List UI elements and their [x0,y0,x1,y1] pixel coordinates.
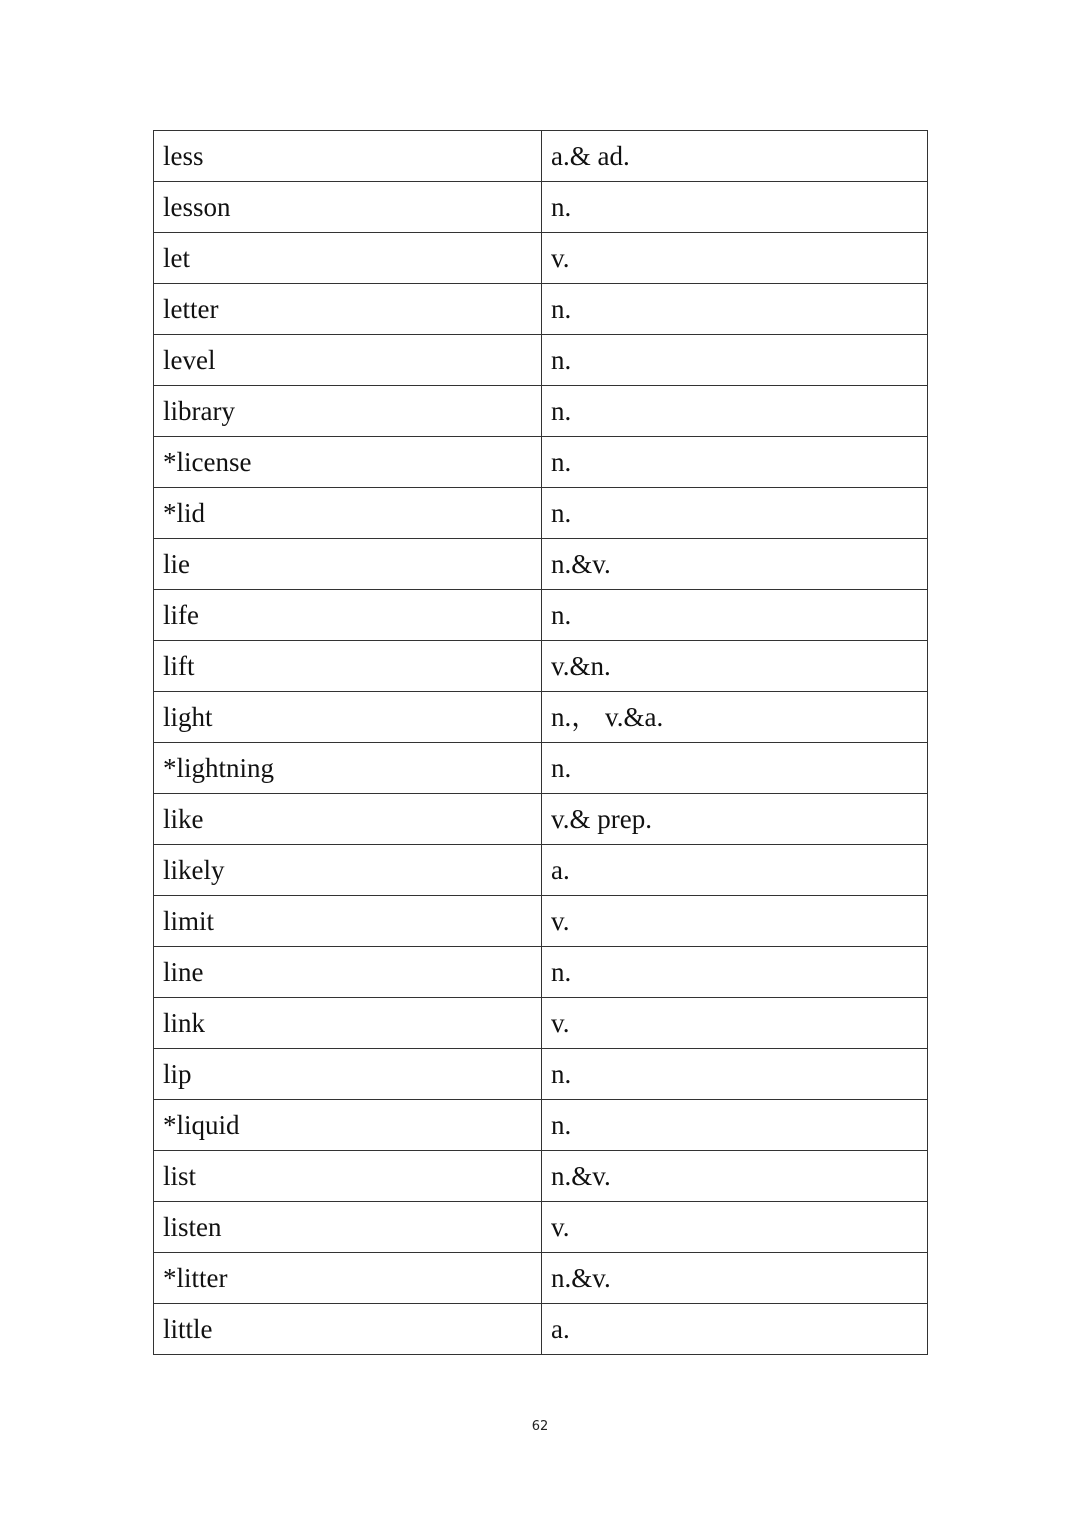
table-row [154,1253,928,1304]
part-of-speech-cell: n.&v. [542,1253,928,1304]
table-row [154,335,928,386]
word-cell: lift [154,641,542,692]
part-of-speech-cell: n. [542,743,928,794]
part-of-speech-cell: n. [542,386,928,437]
part-of-speech-cell: n.， v.&a. [542,692,928,743]
word-cell: like [154,794,542,845]
table-row [154,1304,928,1355]
word-cell: lip [154,1049,542,1100]
word-cell: line [154,947,542,998]
word-cell: let [154,233,542,284]
table-row [154,692,928,743]
table-row [154,1151,928,1202]
word-cell: *litter [154,1253,542,1304]
part-of-speech-cell: n. [542,182,928,233]
word-cell: *lid [154,488,542,539]
table-row [154,794,928,845]
table-row [154,947,928,998]
table-row [154,182,928,233]
table-row [154,1202,928,1253]
part-of-speech-cell: v. [542,1202,928,1253]
word-cell: *lightning [154,743,542,794]
table-row [154,1049,928,1100]
part-of-speech-cell: n. [542,1049,928,1100]
word-cell: light [154,692,542,743]
table-row [154,233,928,284]
part-of-speech-cell: n. [542,488,928,539]
word-cell: list [154,1151,542,1202]
part-of-speech-cell: v. [542,233,928,284]
page-number: 62 [531,1419,549,1434]
part-of-speech-cell: n. [542,590,928,641]
word-cell: level [154,335,542,386]
table-row [154,437,928,488]
word-cell: lesson [154,182,542,233]
word-cell: listen [154,1202,542,1253]
part-of-speech-cell: a. [542,845,928,896]
word-cell: limit [154,896,542,947]
table-row [154,284,928,335]
part-of-speech-cell: v. [542,896,928,947]
table-row [154,896,928,947]
vocabulary-table-body [154,131,928,1355]
table-row [154,743,928,794]
word-cell: *license [154,437,542,488]
part-of-speech-cell: n. [542,335,928,386]
table-row [154,488,928,539]
vocabulary-table [153,130,928,1355]
part-of-speech-cell: n. [542,947,928,998]
part-of-speech-cell: n. [542,284,928,335]
table-row [154,539,928,590]
part-of-speech-cell: a. [542,1304,928,1355]
word-cell: *liquid [154,1100,542,1151]
word-cell: letter [154,284,542,335]
word-cell: little [154,1304,542,1355]
word-cell: likely [154,845,542,896]
part-of-speech-cell: v.&n. [542,641,928,692]
table-row [154,131,928,182]
table-row [154,998,928,1049]
word-cell: less [154,131,542,182]
part-of-speech-cell: v. [542,998,928,1049]
table-row [154,1100,928,1151]
table-row [154,845,928,896]
part-of-speech-cell: n. [542,1100,928,1151]
part-of-speech-cell: v.& prep. [542,794,928,845]
table-row [154,590,928,641]
word-cell: library [154,386,542,437]
part-of-speech-cell: n.&v. [542,1151,928,1202]
part-of-speech-cell: n.&v. [542,539,928,590]
word-cell: link [154,998,542,1049]
part-of-speech-cell: a.& ad. [542,131,928,182]
word-cell: life [154,590,542,641]
table-row [154,641,928,692]
table-row [154,386,928,437]
word-cell: lie [154,539,542,590]
part-of-speech-cell: n. [542,437,928,488]
